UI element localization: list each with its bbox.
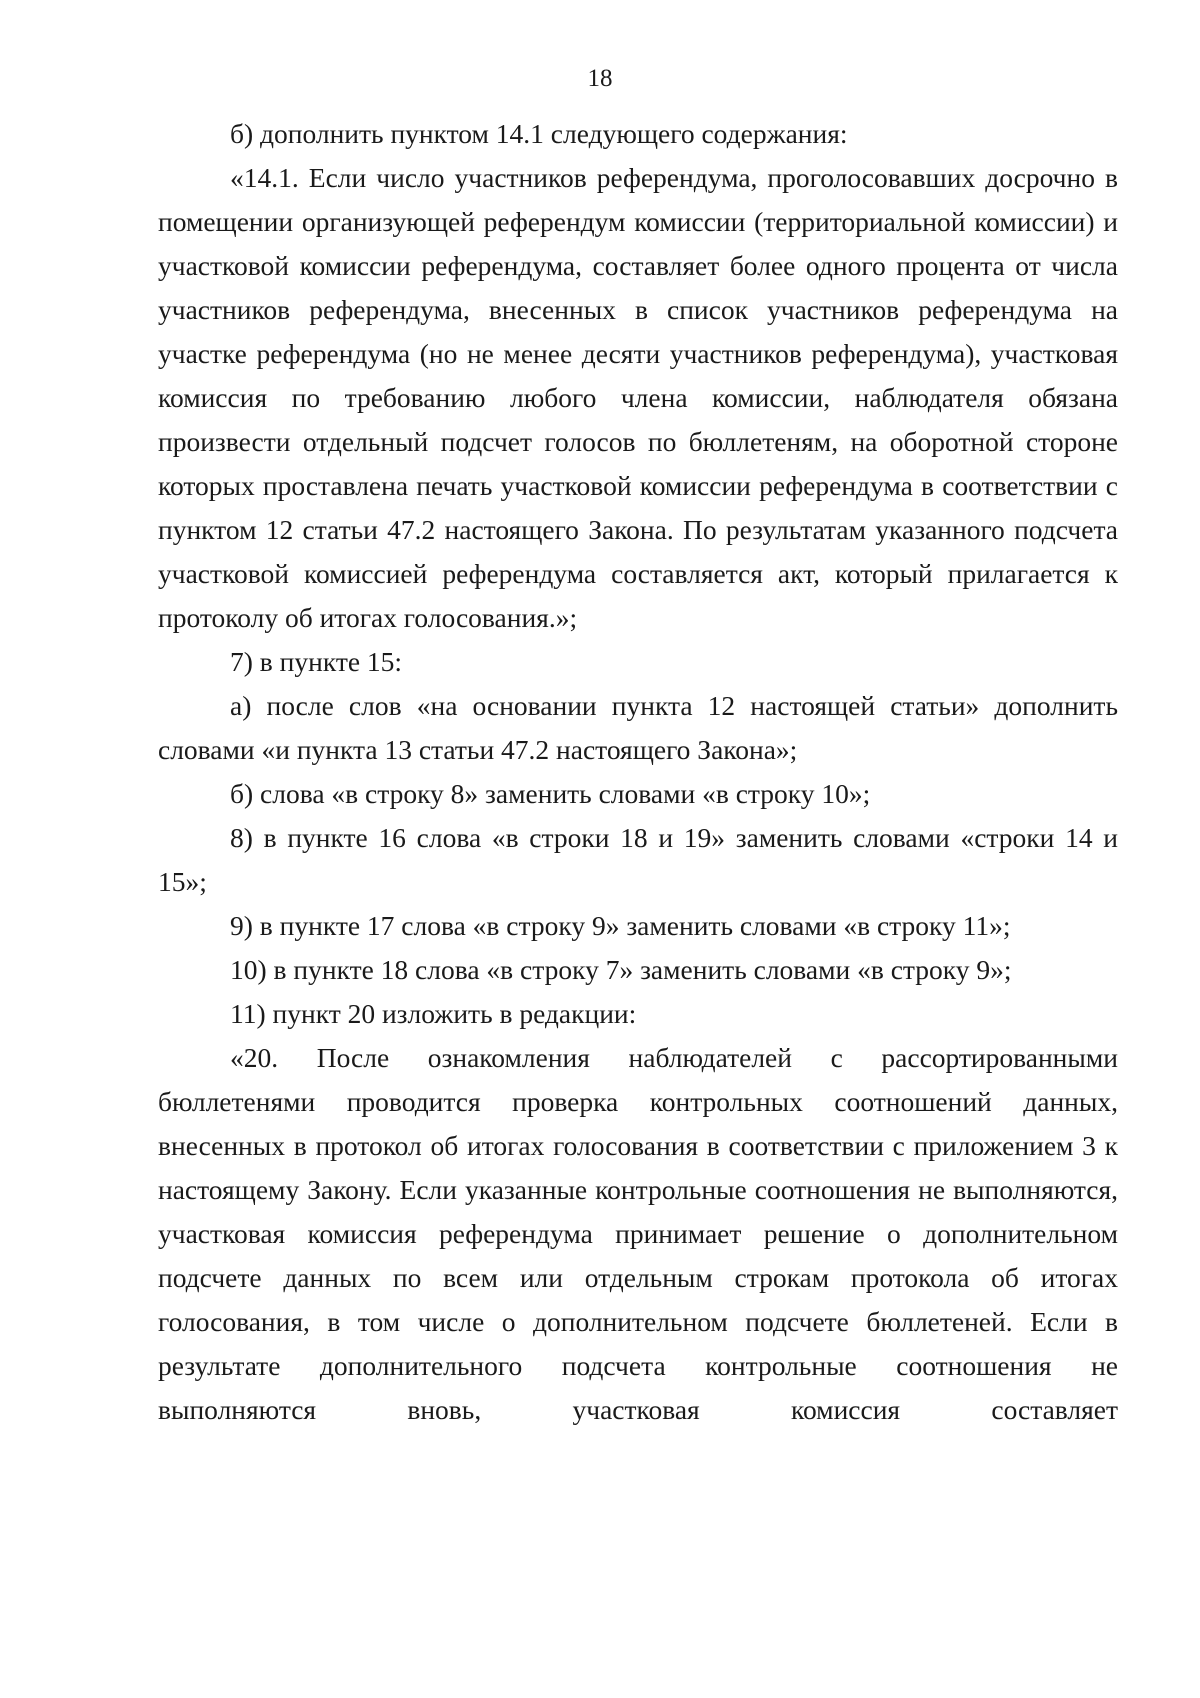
paragraph-item-10: 10) в пункте 18 слова «в строку 7» заменить словами «в строку 9»; (230, 954, 1012, 985)
paragraph-item-7: 7) в пункте 15: (230, 646, 403, 677)
paragraph-clause-14-1: «14.1. Если число участников референдума, проголосовавших досрочно в помещении организующей референдум комиссии (территориальной комиссии) и участковой комиссии референдума, составляет более одного процента от числа участников референдума, внесенных в список участников референдума на участке референдума (но не менее десяти участников референдума), участковая комиссия по требованию любого члена комиссии, наблюдателя обязана произвести отдельный подсчет голосов по бюллетеням, на оборотной стороне которых проставлена печать участковой комиссии референдума в соответствии с пунктом 12 статьи 47.2 настоящего Закона. По результатам указанного подсчета участковой комиссией референдума составляется акт, который прилагается к протоколу об итогах голосования.»; (158, 162, 1118, 633)
paragraph-item-7b: б) слова «в строку 8» заменить словами «в строку 10»; (230, 778, 871, 809)
page-number: 18 (587, 65, 613, 92)
paragraph-item-9: 9) в пункте 17 слова «в строку 9» заменить словами «в строку 11»; (230, 910, 1011, 941)
paragraph-item-11: 11) пункт 20 изложить в редакции: (230, 998, 637, 1029)
paragraph-clause-20: «20. После ознакомления наблюдателей с рассортированными бюллетенями проводится проверка контрольных соотношений данных, внесенных в протокол об итогах голосования в соответствии с приложением 3 к настоящему Закону. Если указанные контрольные соотношения не выполняются, участковая комиссия референдума принимает решение о дополнительном подсчете данных по всем или отдельным строкам протокола об итогах голосования, в том числе о дополнительном подсчете бюллетеней. Если в результате дополнительного подсчета контрольные соотношения не выполняются вновь, участковая комиссия составляет (158, 1042, 1118, 1425)
paragraph-item-7a: а) после слов «на основании пункта 12 настоящей статьи» дополнить словами «и пункта 13 статьи 47.2 настоящего Закона»; (158, 690, 1118, 765)
paragraph-item-8: 8) в пункте 16 слова «в строки 18 и 19» заменить словами «строки 14 и 15»; (158, 822, 1118, 897)
document-body (158, 112, 1118, 1432)
paragraph-item-b: б) дополнить пунктом 14.1 следующего содержания: (230, 118, 848, 149)
